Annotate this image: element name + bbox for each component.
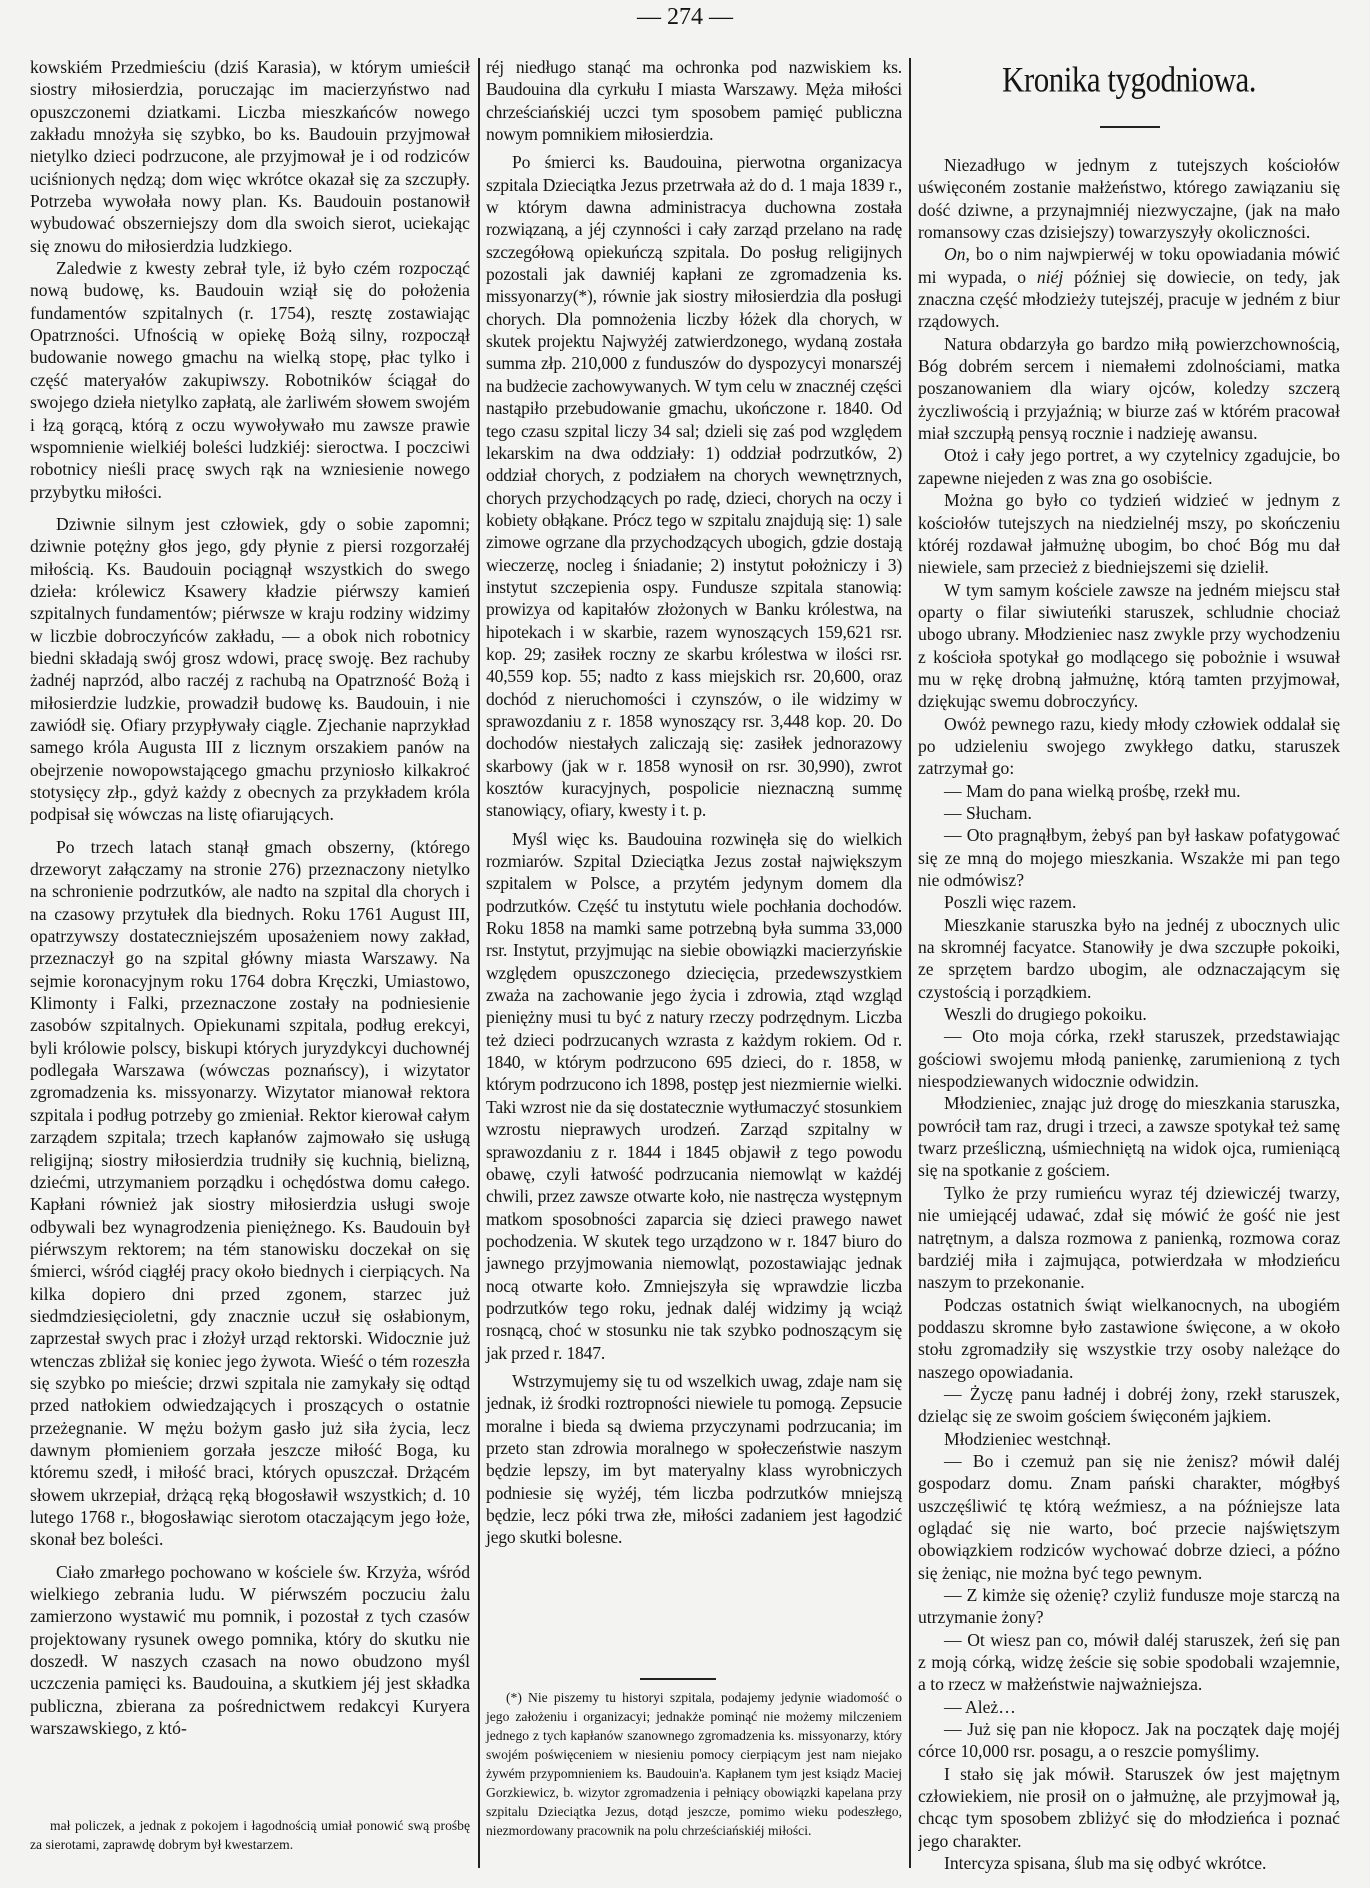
column-divider [909, 58, 911, 1868]
paragraph: Poszli więc razem. [944, 892, 1077, 913]
paragraph: réj niedługo stanąć ma ochronka pod nazwiskiem ks. Baudouina dla cyrkułu I miasta Warszawy. Męża miłości chrześciańskiéj uczci tym sposobem pamięć publiczna nowym pomnikiem miłosierdzia. [486, 57, 902, 145]
paragraph: Młodzieniec, znając już drogę do mieszkania staruszka, powrócił tam raz, drugi i trzeci, a zawsze spotykał też samę twarz prześliczną, uśmiechniętą na widok ojca, rumieniącą się na spotkanie z gościem. [918, 1093, 1340, 1181]
footnote-text: (*) Nie piszemy tu historyi szpitala, podajemy jedynie wiadomość o jego założeniu i organizacyi; jednakże pominąć nie możemy milczeniem jednego z tych kapłanów szanownego zgromadzenia ks. missyonarzy, który swojém poświęceniem w niesieniu pomocy cierpiącym jest nam niejako żywém przypomnieniem ks. Baudouin'a. Kapłanem tym jest ksiądz Maciej Gorzkiewicz, b. wizytor zgromadzenia i pełniący obowiązki kapelana przy szpitalu Dzieciątka Jezus, dotąd jeszcze, pomimo wieku podeszłego, niezmordowany pracownik na polu chrześciańskiéj miłości. [486, 1690, 902, 1838]
paragraph: — Bo i czemuż pan się nie żenisz? mówił daléj gospodarz domu. Znam pański charakter, mógłbyś uszczęśliwić tę którą weźmiesz, a na późniejsze lata oglądać się nie warto, boć przecie najświętszym obowiązkiem rodziców wychować dobrze dzieci, a późno się żeniąc, nie można być tego pewnym. [918, 1450, 1340, 1583]
paragraph: Weszli do drugiego pokoiku. [944, 1004, 1147, 1025]
paragraph: Otoż i cały jego portret, a wy czytelnicy zgadujcie, bo zapewne niejeden z was zna go osobiście. [918, 445, 1340, 488]
paragraph: Intercyza spisana, ślub ma się odbyć wkrótce. [944, 1853, 1267, 1874]
paragraph [918, 243, 1340, 332]
paragraph: — Mam do pana wielką prośbę, rzekł mu. [944, 780, 1241, 801]
footnote-text: mał policzek, a jednak z pokojem i łagodnością umiał ponowić swą prośbę za sierotami, zaprawdę dobrym był kwestarzem. [30, 1818, 470, 1852]
paragraph: kowskiém Przedmieściu (dziś Karasia), w którym umieścił siostry miłosierdzia, poruczając im macierzyństwo nad opuszczonemi dziatkami. Liczba mieszkańców nowego zakładu mnożyła się szybko, bo ks. Baudouin przyjmował nietylko dzieci podrzucone, ale przyjmował je i od rodziców uciśnionych nędzą; dom więc wkrótce okazał się za szczupły. Potrzeba wywołała nowy plan. Ks. Baudouin postanowił wybudować obszerniejszy dom dla swoich sierot, uciekając się znowu do miłosierdzia ludzkiego. [30, 57, 470, 256]
paragraph: — Ależ… [944, 1696, 1016, 1717]
page-number: — 274 — [637, 4, 733, 30]
footnote-separator [640, 1678, 716, 1680]
paragraph: Niezadługo w jednym z tutejszych kościołów uświęconém zostanie małżeństwo, którego zawiązaniu się dość dziwne, a przynajmniéj niezwyczajne, (jak na mało romansowy czas dzisiejszy) towarzyszyły okoliczności. [918, 155, 1340, 243]
paragraph: — Życzę panu ładnéj i dobréj żony, rzekł staruszek, dzieląc się ze swoim gościem święconém jajkiem. [918, 1383, 1340, 1427]
column-3-paragraphs [918, 333, 1340, 1875]
paragraph: Owóż pewnego razu, kiedy młody człowiek oddalał się po udzieleniu swojego zwykłego datku, staruszek zatrzymał go: [918, 713, 1340, 779]
italic-text: niéj [1036, 266, 1064, 287]
paragraph: Zaledwie z kwesty zebrał tyle, iż było czém rozpocząć nową budowę, ks. Baudouin wziął się do położenia fundamentów szpitalnych (r. 1754), resztę zostawiając Opatrzności. Ufnością w opiekę Bożą silny, rozpoczął budowanie nowego gmachu na wielką stopę, płac tylko i część materyałów zakupiwszy. Robotników ściągał do swojego dzieła nietylko zapłatą, ale żarliwém słowem swojém i łzą gorącą, którą z oczu wywoływało mu zawsze prawie wspomnienie wielkiéj boleści ludzkiéj: sieroctwa. I poczciwi robotnicy nieśli pracę swych rąk na wzniesienie nowego przybytku miłości. [30, 258, 470, 502]
italic-text: On [944, 244, 966, 265]
paragraph: W tym samym kościele zawsze na jedném miejscu stał oparty o filar siwiuteńki staruszek, schludnie chociaż ubogo ubrany. Młodzieniec nasz zwykle przy wychodzeniu z kościoła spotykał go modlącego się pobożnie i wsuwał mu w rękę drobną jałmużnę, którą tamten przyjmował, dziękując swemu dobroczyńcy. [918, 579, 1340, 712]
column-divider [478, 58, 480, 1868]
column-3 [918, 154, 1340, 1879]
paragraph: — Już się pan nie kłopocz. Jak na początek daję mojéj córce 10,000 rsr. posagu, a o reszcie pomyślimy. [918, 1719, 1340, 1762]
column-2 [486, 56, 902, 1671]
paragraph: Tylko że przy rumieńcu wyraz téj dziewiczéj twarzy, nie umiejącéj udawać, zdał się mówić że gość nie jest natrętnym, a dalsza rozmowa z panienką, rozmowa coraz bardziéj miła i zajmująca, potwierdzała w młodzieńcu naszym to przekonanie. [918, 1182, 1340, 1293]
text: później się dowiecie, on tedy, jak znaczna część młodzieży tutejszéj, pracuje w jedném z biur rządowych. [918, 266, 1340, 332]
paragraph: Można go było co tydzień widzieć w jednym z kościołów tutejszych na niedzielnéj mszy, po skończeniu któréj rozdawał jałmużnę ubogim, bo choć Bóg mu dał niewiele, sam przecież z biedniejszemi się dzielił. [918, 490, 1340, 578]
paragraph: Po śmierci ks. Baudouina, pierwotna organizacya szpitala Dzieciątka Jezus przetrwała aż do d. 1 maja 1839 r., w którym dawna administracya duchowna została rozwiązaną, a jéj czynności i cały zarząd przelano na radę szczegółową opiekuńczą szpitala. Do posług religijnych pozostali jak dawniéj kapłani ze zgromadzenia ks. missyonarzy(*), równie jak siostry miłosierdzia dla posługi chorych. Dla pomnożenia liczby łóżek dla chorych, w skutek projektu Najwyżéj zatwierdzonego, wydaną została summa złp. 210,000 z funduszów do dyspozycyi monarszéj na budżecie zachowywanych. W tym celu w znacznéj części nastąpiło przebudowanie gmachu, ukończone r. 1840. Od tego czasu szpital liczy 34 sal; dzieli się zaś pod względem lekarskim na dwa oddziały: 1) oddział podrzutków, 2) oddział chorych, z podziałem na chorych wewnętrznych, chorych przychodzących po radę, dzieci, chorych na oczy i kobiety obłąkane. Prócz tego w szpitalu znajdują się: 1) sale zimowe ogrzane dla przychodzących ubogich, gdzie dostają wieczerzę, nocleg i śniadanie; 2) instytut położniczy i 3) instytut szczepienia ospy. Fundusze szpitala stanowią: prowizya od kapitałów złożonych w Banku królestwa, na hipotekach i w skarbie, razem wynoszących 159,621 rsr. kop. 29; zasiłek roczny ze skarbu królestwa w ilości rsr. 40,559 kop. 55; nadto z kass miejskich rsr. 20,600, oraz dochód z nieruchomości i czynszów, o ile widzimy w sprawozdaniu z r. 1858 wynoszący rsr. 3,448 kop. 20. Do dochodów niestałych zaliczają się: zasiłek jednorazowy skarbowy (jak w r. 1858 wynosił on rsr. 30,990), zwrot kosztów kuracyjnych, pospolicie nieznaczną summę stanowiący, ofiary, kwesty i t. p. [486, 152, 902, 821]
paragraph: Wstrzymujemy się tu od wszelkich uwag, zdaje nam się jednak, iż środki roztropności niewiele tu pomogą. Zepsucie moralne i bieda są dwiema przyczynami podrzucania; im przeto stan zdrowia moralnego w społeczeństwie naszym będzie lepszy, im byt materyalny klass wyrobniczych podniesie się wyżéj, tém liczba podrzutków mniejszą będzie, lecz póki trwa złe, miłości zadaniem jest łagodzić jego skutki bolesne. [486, 1370, 902, 1548]
paragraph: — Z kimże się ożenię? czyliż fundusze moje starczą na utrzymanie żony? [918, 1585, 1340, 1628]
paragraph: — Słucham. [944, 802, 1032, 823]
paragraph: Natura obdarzyła go bardzo miłą powierzchownością, Bóg dobrém sercem i niemałemi zdolnościami, matka poszanowaniem dla wiary ojców, koledzy szczerą życzliwością i przyjaźnią; w biurze zaś w którém pracował miał szczupłą pensyą rocznie i nadzieję awansu. [918, 333, 1340, 444]
paragraph: Dziwnie silnym jest człowiek, gdy o sobie zapomni; dziwnie potężny głos jego, gdy płynie z piersi rozgorzałéj miłością. Ks. Baudouin pociągnął wszystkich do swego dzieła: królewicz Ksawery kładzie piérwszy kamień szpitalnych fundamentów; piérwsze w kraju rodziny widzimy w liczbie dobroczyńców zakładu, — a obok nich robotnicy biedni składają swój grosz wdowi, pracę swoję. Bez rachuby żadnéj naprzód, albo raczéj z rachubą na Opatrzność Bożą i miłosierdzie ludzkie, prowadził budowę ks. Baudouin, i nie zawiódł się. Ofiary przypływały ciągle. Zjechanie naprzykład samego króla Augusta III z licznym orszakiem panów na obejrzenie nowopowstającego gmachu przyniosło kilkakroć stotysięcy złp., gdyż każdy z obecnych za przykładem króla podpisał się wówczas na listę ofiarujących. [30, 513, 470, 825]
paragraph: Po trzech latach stanął gmach obszerny, (którego drzeworyt załączamy na stronie 276) przeznaczony nietylko na schronienie podrzutków, ale nadto na szpital dla chorych i na czasowy przytułek dla biednych. Roku 1761 August III, opatrzywszy dostateczniejszém uposażeniem nowy zakład, przeznaczył go na szpital główny miasta Warszawy. Na sejmie koronacyjnym roku 1764 dobra Kręczki, Umiastowo, Klimonty i Falki, przeznaczone zostały na podniesienie zasobów szpitalnych. Opiekunami szpitala, podług erekcyi, byli królowie polscy, biskupi których juryzdykcyi duchownéj podlegała Warszawa (wówczas poznańscy), i wizytator zgromadzenia ks. missyonarzy. Wizytator mianował rektora szpitala i podług potrzeby go zmieniał. Rektor kierował całym zarządem szpitala; trzech kapłanów zajmowało się usługą religijną; siostry miłosierdzia trudniły się kuchnią, bielizną, dziećmi, utrzymaniem porządku i ochędóstwa domu całego. Kapłani również jak siostry miłosierdzia usługi swoje odbywali bez wynagrodzenia pieniężnego. Ks. Baudouin był piérwszym rektorem; na tém stanowisku doczekał on się śmierci, wśród ciągłéj pracy około biednych i cierpiących. Na kilka dopiero dni przed zgonem, starzec już siedmdziesięcioletni, gdy znacznie uczuł się osłabionym, zaprzestał swych prac i złożył urząd rektorski. Widocznie już wtenczas zbliżał się koniec jego żywota. Wieść o tém rozeszła się szybko po mieście; drzwi szpitala nie zamykały się odtąd przed natłokiem odwiedzających i proszących o ostatnie przeżegnanie. W mężu bożym gasło już siła życia, lecz dawnym płomieniem gorzała jeszcze miłość Boga, ku któremu szedł, i miłość braci, których opuszczał. Drżącém słowem ukrzepiał, drżącą ręką błogosławił wszystkich; d. 10 lutego 1768 r., błogosławiąc sierotom otaczającym jego łoże, skonał bez boleści. [30, 836, 470, 1550]
paragraph: Podczas ostatnich świąt wielkanocnych, na ubogiém poddaszu skromne było zastawione święcone, a w około stołu zgromadziły się wszystkie trzy osoby należące do naszego opowiadania. [918, 1294, 1340, 1382]
paragraph: Mieszkanie staruszka było na jednéj z ubocznych ulic na skromnéj facyatce. Stanowiły je dwa szczupłe pokoiki, ze sprzętem bardzo ubogim, ale odznaczającym się czystością i porządkiem. [918, 914, 1340, 1002]
section-title: Kronika tygodniowa. [1002, 59, 1256, 100]
paragraph: — Oto moja córka, rzekł staruszek, przedstawiając gościowi swojemu młodą panienkę, zarumienioną z tych niespodziewanych widocznie odwidzin. [918, 1026, 1340, 1092]
paragraph: — Oto pragnąłbym, żebyś pan był łaskaw pofatygować się ze mną do mojego mieszkania. Wszakże mi pan tego nie odmówisz? [918, 825, 1340, 890]
paragraph: Myśl więc ks. Baudouina rozwinęła się do wielkich rozmiarów. Szpital Dzieciątka Jezus został największym szpitalem w Polsce, a przytém jedynym domem dla podrzutków. Część tu instytutu wiele pochłania dochodów. Roku 1858 na mamki same potrzebną była summa 33,000 rsr. Instytut, przyjmując na siebie obowiązki macierzyńskie względem opuszczonego dziecięcia, przedewszystkiem zważa na zachowanie jego życia i zdrowia, ztąd wzgląd pieniężny musi tu być z natury rzeczy podrzędnym. Liczba też dzieci podrzucanych wzrasta z każdym rokiem. Od r. 1840, w którym podrzucono 695 dzieci, do r. 1858, w którym podrzucono ich 1898, postęp jest niezmiernie wielki. Taki wzrost nie da się dostatecznie wytłumaczyć stosunkiem wzrostu nieprawych urodzeń. Zarząd szpitalny w sprawozdaniu z r. 1844 i 1845 objawił z tego powodu obawę, czyli łatwość podrzucania niemowląt w każdéj chwili, przez zawsze otwarte koło, nie nastręcza występnym matkom sposobności zaparcia się dzieci prawego nawet pochodzenia. W skutek tego urządzono w r. 1847 biuro do jawnego przyjmowania niemowląt, pozostawiając jednak nocą otwarte koło. Zmniejszyła się wprawdzie liczba podrzutków tego roku, jednak daléj widzimy ją wciąż rosnącą, choć w stosunku nie tak szybko podnoszącym się jak przed r. 1847. [486, 828, 902, 1363]
paragraph: Młodzieniec westchnął. [944, 1428, 1112, 1449]
paragraph: I stało się jak mówił. Staruszek ów jest majętnym człowiekiem, nie prosił on o jałmużnę, ale przyjmował ją, chcąc tym sposobem zbliżyć się do młodzieńca i poznać jego charakter. [918, 1763, 1340, 1851]
title-rule [1100, 126, 1160, 128]
column-1 [30, 56, 470, 1806]
paragraph: Ciało zmarłego pochowano w kościele św. Krzyża, wśród wielkiego zebrania ludu. W piérwszém poczuciu żalu zamierzono wystawić mu pomnik, i pozostał z tych czasów projektowany rysunek owego pomnika, który do skutku nie doszedł. W naszych czasach na nowo obudzono myśl uczczenia pamięci ks. Baudouina, a skutkiem jéj jest składka publiczna, zbierana za pośrednictwem redakcyi Kuryera warszawskiego, z któ- [30, 1561, 470, 1739]
paragraph: — Ot wiesz pan co, mówił daléj staruszek, żeń się pan z moją córką, widzę żeście się sobie spodobali wzajemnie, a to rzecz w małżeństwie najważniejsza. [918, 1629, 1340, 1695]
footnote-col1 [30, 1816, 470, 1854]
text: , bo o nim najwpierwéj w toku opowiadania mówić mi wypada, o [918, 244, 1340, 287]
footnote-col2 [486, 1688, 902, 1840]
